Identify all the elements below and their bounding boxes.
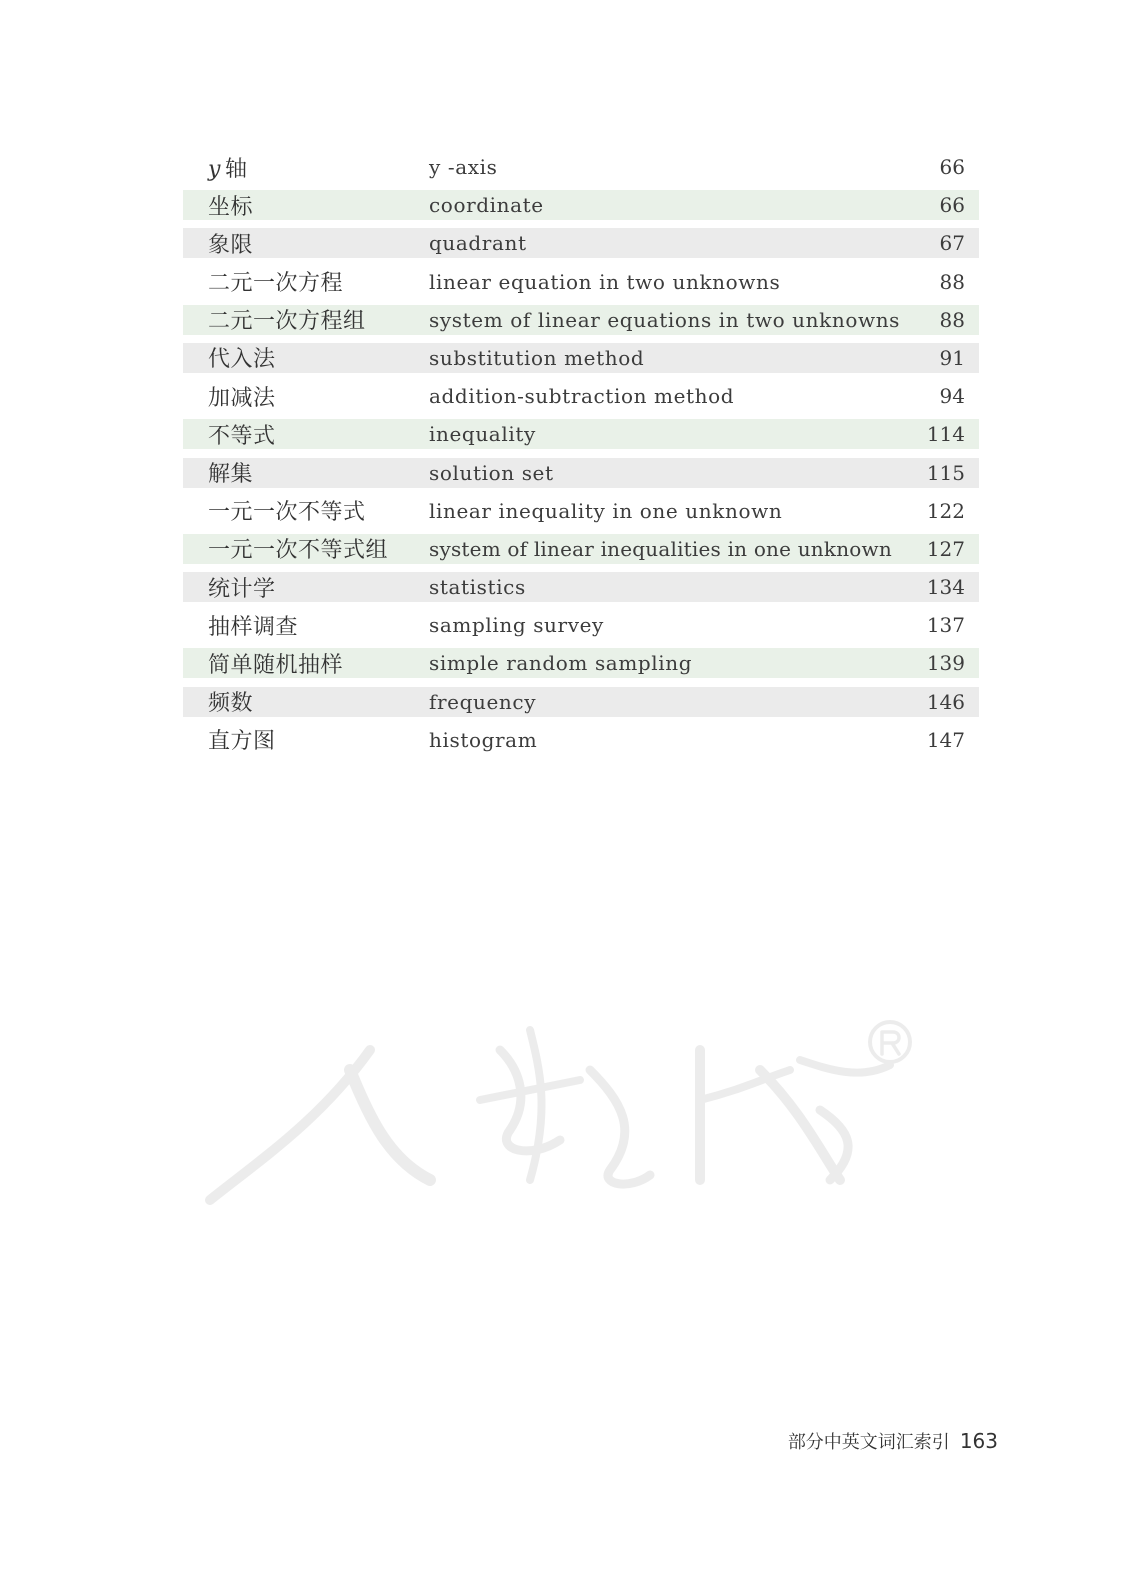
english-term: frequency xyxy=(429,689,537,714)
chinese-term: 加减法 xyxy=(208,385,276,411)
page-ref: 146 xyxy=(926,689,965,714)
english-term: coordinate xyxy=(429,193,544,218)
page-ref: 139 xyxy=(926,651,965,676)
glossary-row xyxy=(183,152,979,182)
chinese-term: 二元一次方程组 xyxy=(208,309,366,335)
footer-title: 部分中英文词汇索引 xyxy=(787,1432,950,1453)
glossary-row xyxy=(183,572,979,602)
glossary-row xyxy=(183,610,979,640)
chinese-term: y 轴 xyxy=(208,156,248,182)
page-ref: 91 xyxy=(939,345,965,370)
glossary-row xyxy=(183,190,979,220)
page-ref: 66 xyxy=(939,155,965,179)
page-footer xyxy=(788,1428,998,1454)
glossary-row xyxy=(183,458,979,488)
glossary-table xyxy=(183,152,979,763)
page-ref: 67 xyxy=(939,231,965,256)
glossary-row xyxy=(183,228,979,258)
chinese-term: 简单随机抽样 xyxy=(208,652,344,678)
chinese-term: 直方图 xyxy=(208,729,276,755)
glossary-row xyxy=(183,534,979,564)
page-ref: 88 xyxy=(939,307,965,332)
page-ref: 134 xyxy=(926,575,965,600)
english-term: statistics xyxy=(429,575,526,600)
english-term: solution set xyxy=(429,460,554,485)
glossary-row xyxy=(183,267,979,297)
italic-variable: y xyxy=(208,156,221,182)
english-term: quadrant xyxy=(429,231,527,256)
chinese-term: 不等式 xyxy=(208,423,276,449)
glossary-row xyxy=(183,496,979,526)
chinese-term: 坐标 xyxy=(208,194,254,220)
glossary-row xyxy=(183,419,979,449)
glossary-row xyxy=(183,343,979,373)
glossary-row xyxy=(183,725,979,755)
page-ref: 122 xyxy=(926,498,965,523)
english-term: histogram xyxy=(429,727,538,752)
page-ref: 127 xyxy=(926,536,965,561)
page-ref: 114 xyxy=(926,422,965,447)
english-term: addition-subtraction method xyxy=(429,384,735,409)
page-number: 163 xyxy=(959,1429,998,1453)
page-ref: 88 xyxy=(939,269,965,294)
chinese-term: 抽样调查 xyxy=(208,614,299,640)
chinese-term: 象限 xyxy=(208,232,254,258)
chinese-term: 统计学 xyxy=(208,576,276,602)
english-term: y -axis xyxy=(429,155,498,179)
chinese-term: 频数 xyxy=(208,691,254,717)
chinese-term: 代入法 xyxy=(208,347,276,373)
english-term: inequality xyxy=(429,422,536,447)
chinese-term: 一元一次不等式 xyxy=(208,500,366,526)
glossary-row xyxy=(183,687,979,717)
english-term: linear equation in two unknowns xyxy=(429,269,781,294)
chinese-term: 一元一次不等式组 xyxy=(208,538,389,564)
english-term: system of linear equations in two unknowns xyxy=(429,307,901,332)
publisher-watermark-logo xyxy=(200,1010,920,1220)
page-ref: 115 xyxy=(926,460,965,485)
english-term: linear inequality in one unknown xyxy=(429,498,783,523)
page-ref: 66 xyxy=(939,193,965,218)
english-term: simple random sampling xyxy=(429,651,693,676)
english-term: substitution method xyxy=(429,345,645,370)
page-ref: 137 xyxy=(926,613,965,638)
chinese-term: 解集 xyxy=(208,462,254,487)
page-ref: 147 xyxy=(926,727,965,752)
english-term: system of linear inequalities in one unknown xyxy=(429,536,892,561)
glossary-row xyxy=(183,381,979,411)
chinese-term: 二元一次方程 xyxy=(208,271,344,297)
glossary-row xyxy=(183,648,979,678)
glossary-row xyxy=(183,305,979,335)
page-ref: 94 xyxy=(939,384,965,409)
english-term: sampling survey xyxy=(429,613,604,638)
